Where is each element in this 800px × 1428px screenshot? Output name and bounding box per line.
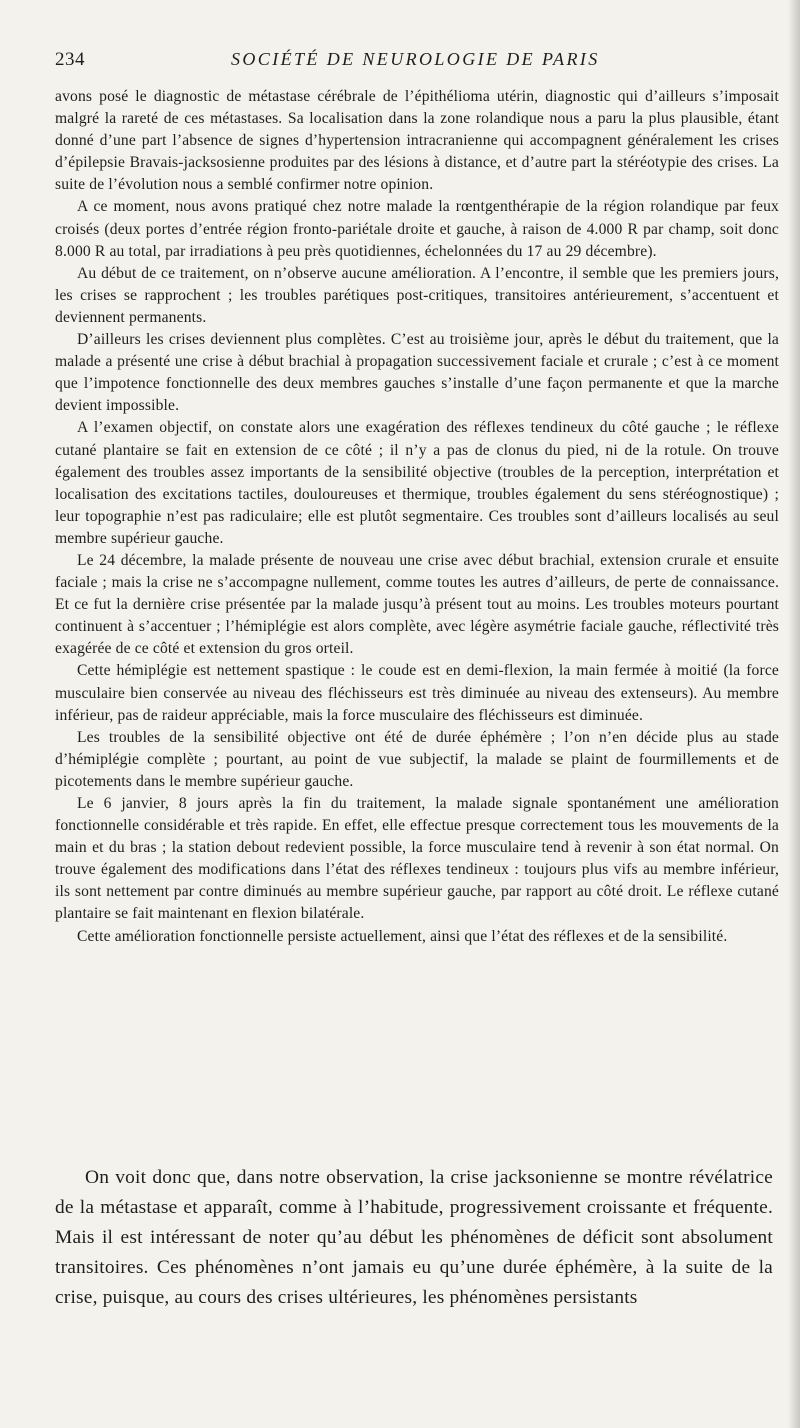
running-head: SOCIÉTÉ DE NEUROLOGIE DE PARIS xyxy=(231,49,600,69)
page-number: 234 xyxy=(55,49,85,70)
paragraph: Au début de ce traitement, on n’observe aucune amélioration. A l’encontre, il semble que les premiers jours, les crises se rapprochent ; les troubles parétiques post-critiques, transitoires antérieurement, s’accentuent et deviennent permanents. xyxy=(55,264,779,326)
case-report-text xyxy=(55,86,779,948)
discussion-paragraph: On voit donc que, dans notre observation, la crise jacksonienne se montre révélatrice de la métastase et apparaît, comme à l’habitude, progressivement croissante et fréquente. Mais il est intéressant de noter qu’au début les phénomènes de déficit sont absolument transitoires. Ces phénomènes n’ont jamais eu qu’une durée éphémère, à la suite de la crise, puisque, au cours des crises ultérieures, les phénomènes persistants xyxy=(55,1167,773,1308)
paragraph: Le 6 janvier, 8 jours après la fin du traitement, la malade signale spontanément une amélioration fonctionnelle considérable et très rapide. En effet, elle effectue presque correctement tous les mouvements de la main et du bras ; la station debout redevient possible, la force musculaire tend à revenir à son état normal. On trouve également des modifications dans l’état des réflexes tendineux : toujours plus vifs au membre inférieur, ils sont nettement par contre diminués au membre supérieur gauche, par rapport au côté droit. Le réflexe cutané plantaire se fait maintenant en flexion bilatérale. xyxy=(55,795,779,923)
paragraph: avons posé le diagnostic de métastase cérébrale de l’épithélioma utérin, diagnostic qui d’ailleurs s’imposait malgré la rareté de ces métastases. Sa localisation dans la zone rolandique nous a paru la plus plausible, étant donné d’une part l’absence de signes d’hypertension intracranienne qui accompagnent généralement les crises d’épilepsie Bravais-jacksosienne produites par des lésions à distance, et d’autre part la stéréotypie des crises. La suite de l’évolution nous a semblé confirmer notre opinion. xyxy=(55,88,779,194)
page-edge-shadow xyxy=(788,0,800,1428)
paragraph: Les troubles de la sensibilité objective ont été de durée éphémère ; l’on n’en décide plus au stade d’hémiplégie complète ; pourtant, au point de vue subjectif, la malade se plaint de fourmillements et de picotements dans le membre supérieur gauche. xyxy=(55,728,779,790)
paragraph: Cette amélioration fonctionnelle persiste actuellement, ainsi que l’état des réflexes et de la sensibilité. xyxy=(77,927,728,945)
paragraph: Le 24 décembre, la malade présente de nouveau une crise avec début brachial, extension crurale et ensuite faciale ; mais la crise ne s’accompagne nullement, comme toutes les autres d’ailleurs, de perte de connaissance. Et ce fut la dernière crise présentée par la malade jusqu’à présent tout au moins. Les troubles moteurs pourtant continuent à s’accentuer ; l’hémiplégie est alors complète, avec légère asymétrie faciale gauche, réflectivité très exagérée de ce côté et extension du gros orteil. xyxy=(55,551,779,658)
page-header xyxy=(55,49,780,73)
paragraph: A ce moment, nous avons pratiqué chez notre malade la rœntgenthérapie de la région rolandique par feux croisés (deux portes d’entrée région fronto-pariétale droite et gauche, à raison de 4.000 R par champ, soit donc 8.000 R au total, par irradiations à peu près quotidiennes, échelonnées du 17 au 29 décembre). xyxy=(55,198,779,260)
discussion-text xyxy=(55,1163,773,1313)
paragraph: A l’examen objectif, on constate alors une exagération des réflexes tendineux du côté gauche ; le réflexe cutané plantaire se fait en extension de ce côté ; il n’y a pas de clonus du pied, ni de la rotule. On trouve également des troubles assez importants de la sensibilité objective (troubles de la perception, interprétation et localisation des excitations tactiles, douloureuses et thermique, troubles également du sens stéréognostique) ; leur topographie n’est pas radiculaire; elle est plutôt segmentaire. Ces troubles sont d’ailleurs localisés au seul membre supérieur gauche. xyxy=(55,419,779,547)
paragraph: D’ailleurs les crises deviennent plus complètes. C’est au troisième jour, après le début du traitement, que la malade a présenté une crise à début brachial à propagation successivement faciale et crurale ; c’est à ce moment que l’impotence fonctionnelle des deux membres gauches s’installe d’une façon permanente et que la marche devient impossible. xyxy=(55,331,779,415)
paragraph: Cette hémiplégie est nettement spastique : le coude est en demi-flexion, la main fermée à moitié (la force musculaire bien conservée au niveau des fléchisseurs est très diminuée au niveau des extenseurs). Au membre inférieur, pas de raideur appréciable, mais la force musculaire des fléchisseurs est diminuée. xyxy=(55,662,779,724)
